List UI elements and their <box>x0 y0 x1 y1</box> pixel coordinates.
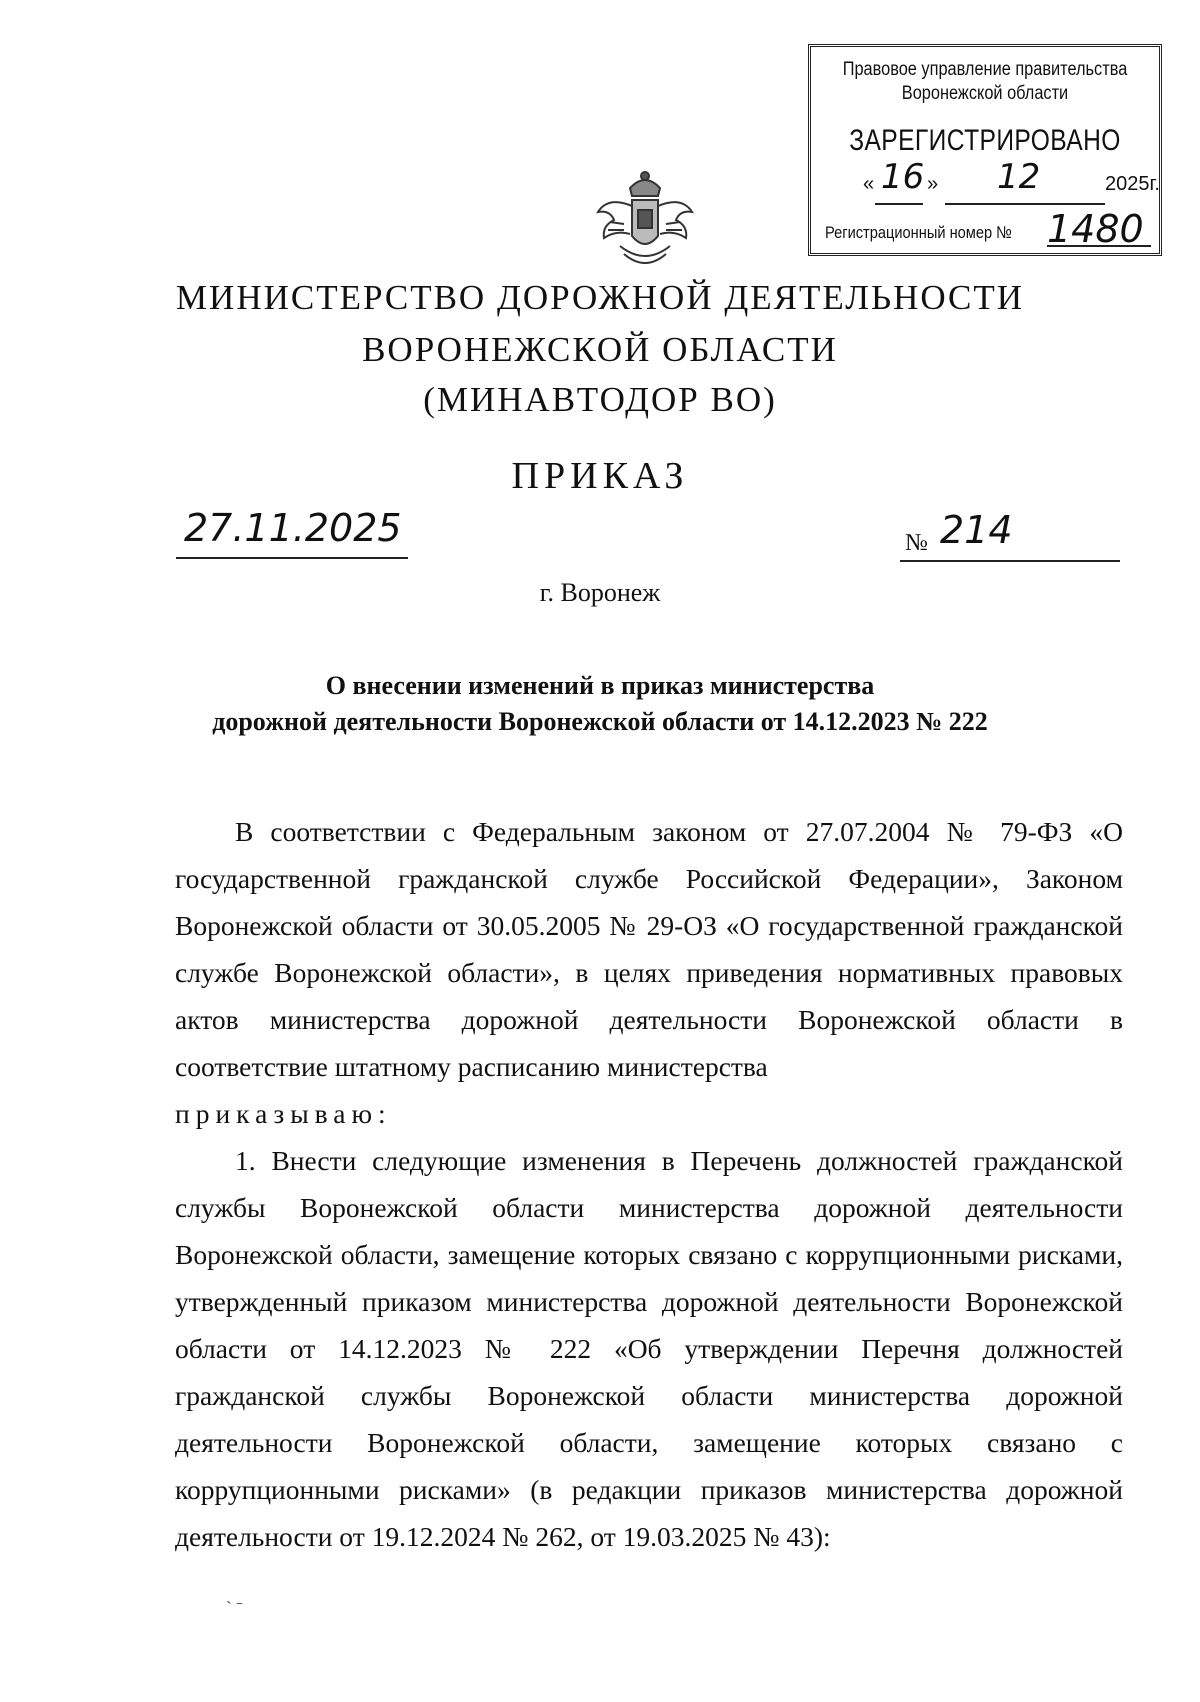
stamp-reg-label: Регистрационный номер № <box>825 223 1012 242</box>
stamp-month: 12 <box>997 157 1041 197</box>
order-number-underline <box>900 560 1120 562</box>
order-number-label: № <box>905 530 928 556</box>
stamp-reg-number: 1480 <box>1047 207 1144 251</box>
stamp-day: 16 <box>881 157 925 197</box>
preamble-paragraph: В соответствии с Федеральным законом от 27.07.2004 № 79-ФЗ «О государственной гражданской службе Российской Федерации», Законом Воронежской области от 30.05.2005 № 29-ОЗ «О государственной гражданской службе Воронежской области», в целях приведения нормативных правовых актов министерства дорожной деятельности Воронежской области в соответствие штатному расписанию министерства <box>175 816 1123 1082</box>
subject-line1: О внесении изменений в приказ министерства <box>325 671 875 700</box>
scan-specks: ˋ ˉ <box>226 1598 243 1618</box>
order-number-handwritten: 214 <box>940 508 1013 552</box>
document-type-title: ПРИКАЗ <box>511 455 689 497</box>
stamp-day-underline <box>875 203 923 205</box>
stamp-authority-line2: Воронежской области <box>901 83 1069 104</box>
ministry-name-line1: МИНИСТЕРСТВО ДОРОЖНОЙ ДЕЯТЕЛЬНОСТИ <box>175 278 1025 317</box>
coat-of-arms-emblem <box>590 166 700 276</box>
stamp-date-row <box>849 157 1160 207</box>
stamp-month-underline <box>945 203 1105 205</box>
order-word: приказываю: <box>175 1098 392 1129</box>
stamp-year: 2025г. <box>1105 173 1160 195</box>
stamp-quote-close: » <box>927 173 939 195</box>
stamp-number-row <box>825 207 1155 251</box>
stamp-number-underline <box>1047 245 1151 247</box>
stamp-status: ЗАРЕГИСТРИРОВАНО <box>849 124 1121 157</box>
stamp-authority-line1: Правовое управление правительства <box>842 59 1128 80</box>
order-date-underline <box>176 557 408 559</box>
order-body <box>175 808 1123 1560</box>
registration-stamp <box>808 44 1162 256</box>
order-subject <box>0 668 1200 740</box>
order-date-handwritten: 27.11.2025 <box>184 506 402 550</box>
ministry-name-line2: ВОРОНЕЖСКОЙ ОБЛАСТИ <box>362 330 838 369</box>
city-of-issue: г. Воронеж <box>539 578 661 607</box>
ministry-abbreviation: (МИНАВТОДОР ВО) <box>423 380 777 419</box>
subject-line2: дорожной деятельности Воронежской области от 14.12.2023 № 222 <box>212 707 988 736</box>
item-1-paragraph: 1. Внести следующие изменения в Перечень должностей гражданской службы Воронежской области министерства дорожной деятельности Воронежской области, замещение которых связано с коррупционными рисками, утвержденный приказом министерства дорожной деятельности Воронежской области от 14.12.2023 № 222 «Об утверждении Перечня должностей гражданской службы Воронежской области министерства дорожной деятельности Воронежской области, замещение которых связано с коррупционными рисками» (в редакции приказов министерства дорожной деятельности от 19.12.2024 № 262, от 19.03.2025 № 43): <box>175 1145 1123 1552</box>
stamp-quote-open: « <box>863 173 875 195</box>
